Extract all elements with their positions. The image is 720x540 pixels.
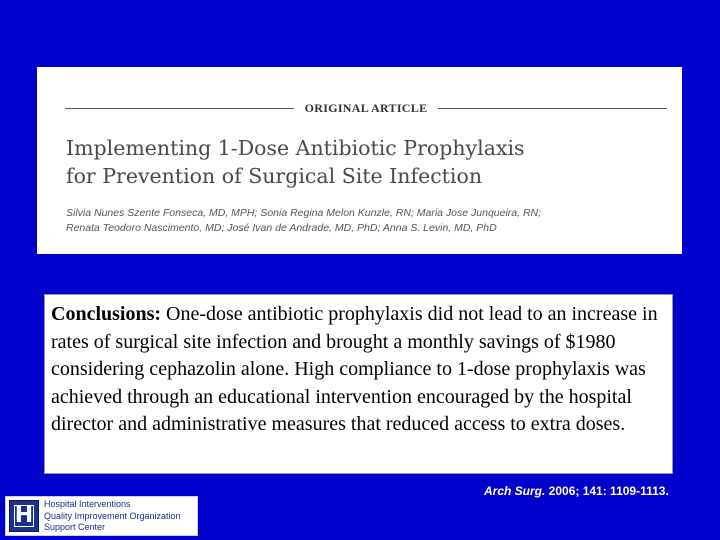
hiqio-logo [5,496,198,536]
logo-text-line: Quality Improvement Organization [44,510,181,521]
conclusions-box [44,294,673,474]
citation-details: 2006; 141: 1109-1113. [545,484,669,498]
citation-journal: Arch Surg. [484,484,546,498]
authors-line: Silvia Nunes Szente Fonseca, MD, MPH; Sonia Regina Melon Kunzle, RN; Maria Jose Junqueira, RN; [66,207,542,219]
conclusions-label: Conclusions: [51,303,162,325]
article-header-image [37,67,682,254]
article-title-line: Implementing 1-Dose Antibiotic Prophylaxis [66,136,525,160]
divider-right [431,108,667,109]
article-title-line: for Prevention of Surgical Site Infection [66,164,483,188]
logo-text-line: Hospital Interventions [44,499,131,509]
logo-text-line: Support Center [44,522,106,532]
article-authors [66,206,676,236]
logo-text [44,499,181,534]
divider-left [65,108,315,109]
hospital-h-icon [9,500,39,532]
authors-line: Renata Teodoro Nascimento, MD; José Ivan de Andrade, MD, PhD; Anna S. Levin, MD, PhD [66,222,497,234]
logo-letter: H [14,503,34,528]
article-type-badge: ORIGINAL ARTICLE [294,96,438,120]
conclusions-text: One-dose antibiotic prophylaxis did not lead to an increase in rates of surgical site infection and brought a monthly savings of $1980 considering cephazolin alone. High compliance to 1-dose prophylaxis was achieved through an educational intervention encouraged by the hospital director and administrative measures that reduced access to extra doses. [51,303,658,435]
citation [484,484,669,498]
article-title [66,134,666,190]
